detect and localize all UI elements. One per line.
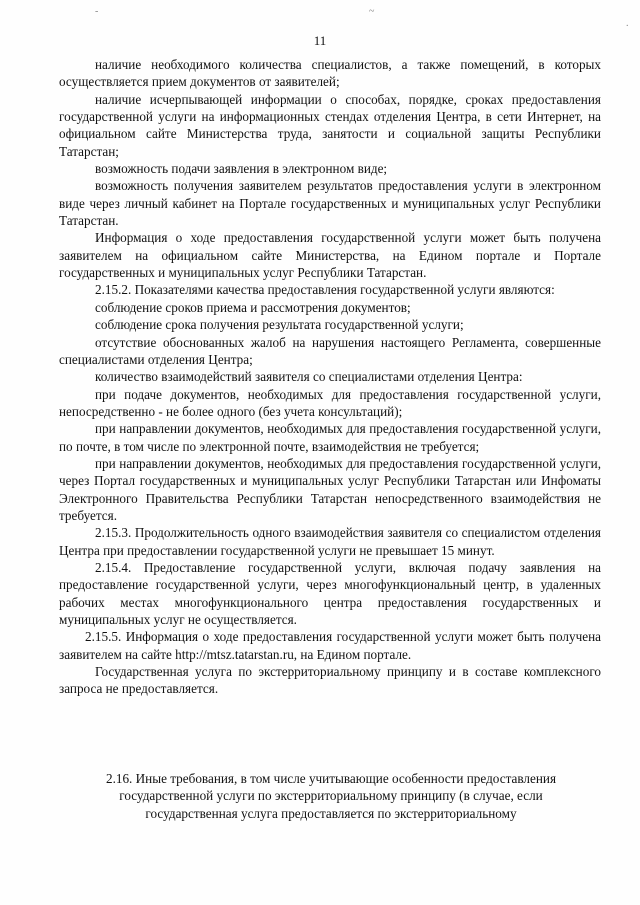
paragraph: Информация о ходе предоставления государственной услуги может быть получена заявителем на официальном сайте Министерства, на Едином портале и Портале государственных и муниципальных услуг Республики Татарстан. bbox=[59, 230, 601, 281]
scan-mark: - bbox=[95, 6, 99, 17]
paragraph: соблюдение сроков приема и рассмотрения документов; bbox=[95, 299, 411, 315]
paragraph: 2.15.4. Предоставление государственной услуги, включая подачу заявления на предоставление государственной услуги, через многофункциональный центр, в удаленных рабочих местах многофункционального центра предоставления государственных и муниципальных услуг не осуществляется. bbox=[59, 559, 601, 627]
page-number: 11 bbox=[313, 33, 327, 48]
section-heading: 2.16. Иные требования, в том числе учитывающие особенности предоставления государственной услуги по экстерриториальному принципу (в случае, если государственная услуга предоставляется по экстерриториальному bbox=[105, 771, 557, 821]
paragraph: наличие исчерпывающей информации о способах, порядке, сроках предоставления государственной услуги на информационных стендах отделения Центра, в сети Интернет, на официальном сайте Министерства труда, занятости и социальной защиты Республики Татарстан; bbox=[59, 91, 601, 159]
paragraph: соблюдение срока получения результата государственной услуги; bbox=[95, 317, 464, 333]
paragraph: Государственная услуга по экстерриториальному принципу и в составе комплексного запроса не предоставляется. bbox=[59, 664, 601, 697]
paragraph: наличие необходимого количества специалистов, а также помещений, в которых осуществляется прием документов от заявителей; bbox=[59, 57, 601, 90]
paragraph: отсутствие обоснованных жалоб на нарушения настоящего Регламента, совершенные специалистами отделения Центра; bbox=[59, 334, 601, 367]
paragraph: 2.15.2. Показателями качества предоставления государственной услуги являются: bbox=[95, 282, 555, 298]
scan-mark: ~ bbox=[369, 6, 375, 17]
paragraph: при направлении документов, необходимых для предоставления государственной услуги, по почте, в том числе по электронной почте, взаимодействия не требуется; bbox=[59, 421, 601, 454]
document-body bbox=[59, 56, 601, 698]
paragraph: при подаче документов, необходимых для предоставления государственной услуги, непосредственно - не более одного (без учета консультаций); bbox=[59, 386, 601, 419]
paragraph: 2.15.3. Продолжительность одного взаимодействия заявителя со специалистом отделения Центра при предоставлении государственной услуги не превышает 15 минут. bbox=[59, 525, 601, 558]
paragraph: возможность подачи заявления в электронном виде; bbox=[95, 161, 388, 177]
paragraph: количество взаимодействий заявителя со специалистами отделения Центра: bbox=[95, 369, 523, 385]
paragraph: возможность получения заявителем результатов предоставления услуги в электронном виде через личный кабинет на Портале государственных и муниципальных услуг Республики Татарстан. bbox=[59, 178, 601, 229]
scan-mark: . bbox=[626, 18, 629, 29]
paragraph: при направлении документов, необходимых для предоставления государственной услуги, через Портал государственных и муниципальных услуг Республики Татарстан или Инфоматы Электронного Правительства Республики Татарстан непосредственного взаимодействия не требуется. bbox=[59, 455, 601, 523]
paragraph: 2.15.5. Информация о ходе предоставления государственной услуги может быть получена заявителем на сайте http://mtsz.tatarstan.ru, на Едином портале. bbox=[59, 629, 601, 662]
